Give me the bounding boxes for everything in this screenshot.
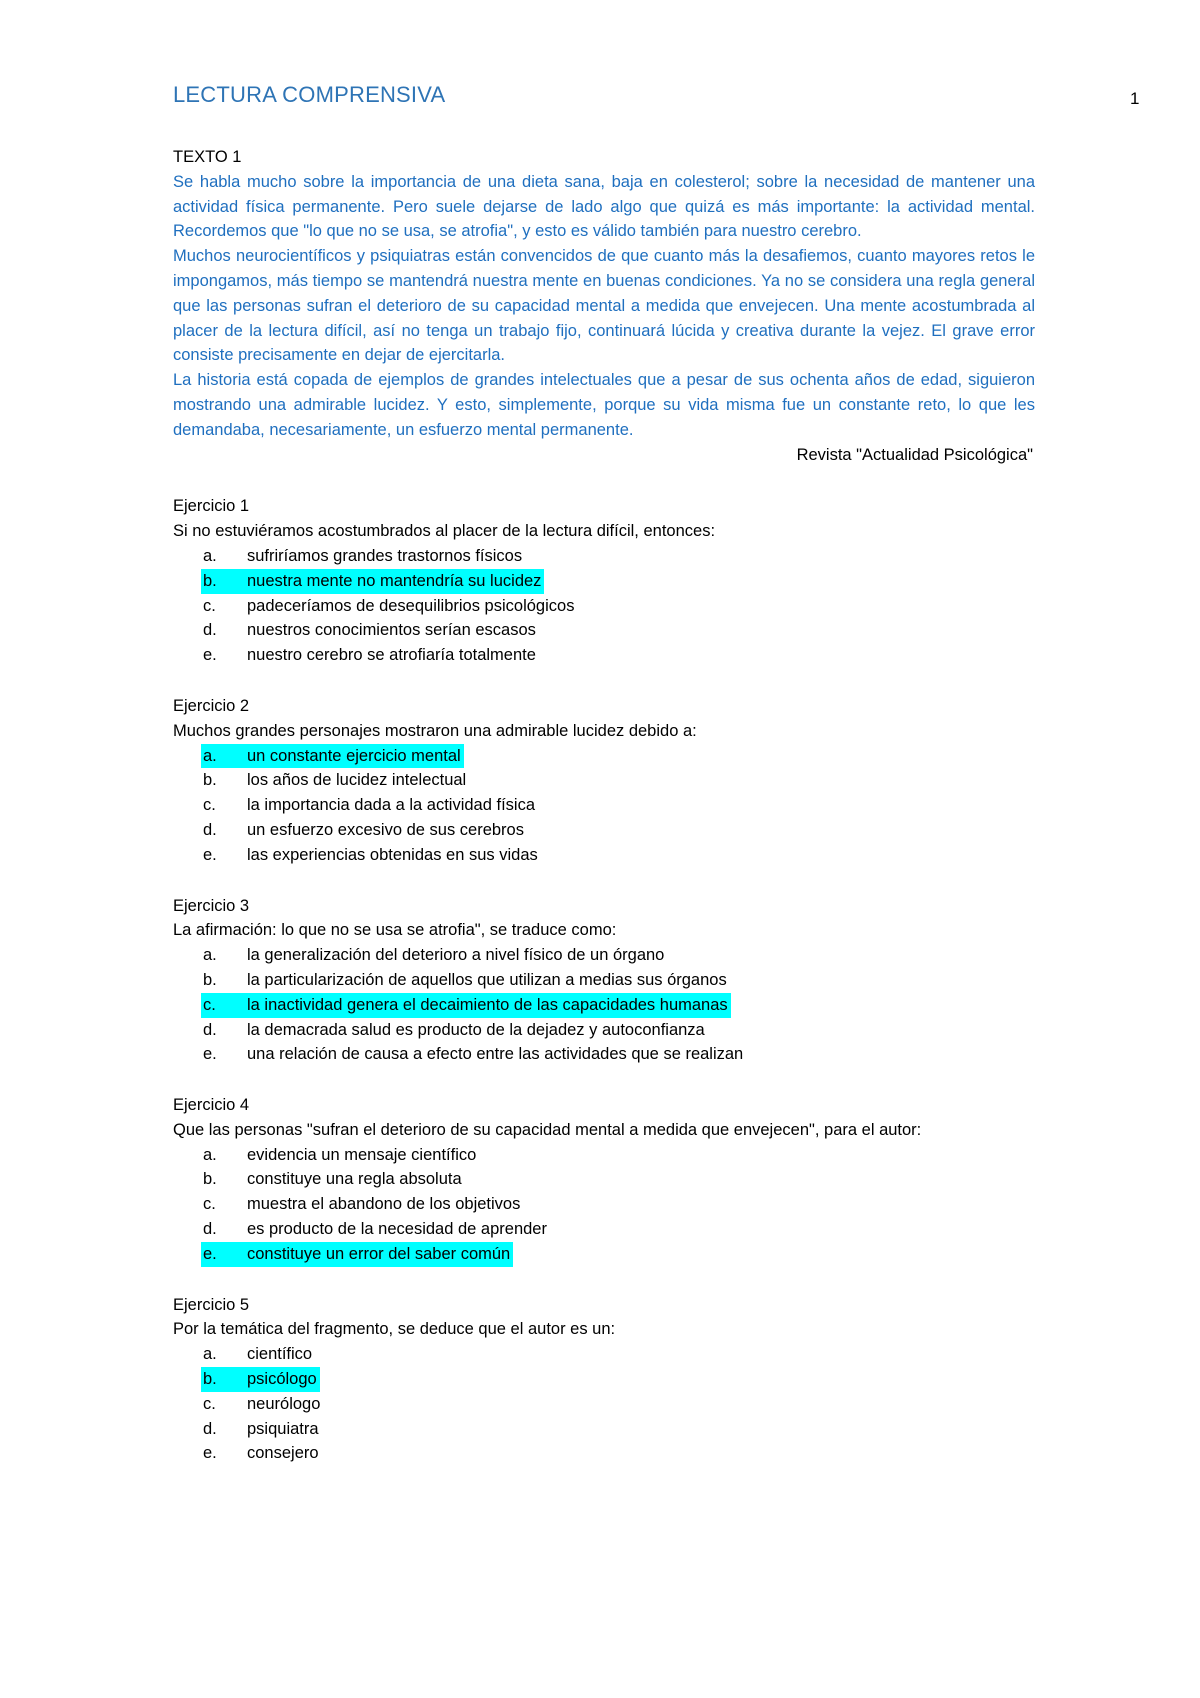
option-content <box>201 569 544 594</box>
option-text: nuestros conocimientos serían escasos <box>247 621 536 640</box>
exercise-question: Por la temática del fragmento, se deduce que el autor es un: <box>173 1320 616 1339</box>
option-item-highlighted <box>173 993 1035 1018</box>
option-item <box>173 544 1035 569</box>
option-letter: d. <box>203 1020 217 1039</box>
exercise-title: Ejercicio 1 <box>173 497 250 516</box>
option-letter: a. <box>203 946 217 965</box>
option-text: psicólogo <box>247 1370 317 1389</box>
option-item <box>173 793 1035 818</box>
option-text: la inactividad genera el decaimiento de las capacidades humanas <box>247 995 728 1014</box>
option-content <box>203 968 730 993</box>
option-text: muestra el abandono de los objetivos <box>247 1195 521 1214</box>
option-content <box>201 1242 513 1267</box>
option-letter: c. <box>203 1195 216 1214</box>
option-item <box>173 843 1035 868</box>
exercise-title: Ejercicio 5 <box>173 1295 250 1314</box>
option-item <box>173 1192 1035 1217</box>
option-content <box>203 943 667 968</box>
option-letter: d. <box>203 820 217 839</box>
document-body <box>173 145 1035 1466</box>
exercise-question: Si no estuviéramos acostumbrados al placer de la lectura difícil, entonces: <box>173 522 716 541</box>
option-text: las experiencias obtenidas en sus vidas <box>247 845 538 864</box>
options-list <box>173 744 1035 868</box>
option-text: es producto de la necesidad de aprender <box>247 1220 547 1239</box>
option-content <box>203 544 525 569</box>
option-content <box>203 1392 323 1417</box>
option-content <box>203 1441 322 1466</box>
option-letter: a. <box>203 746 217 765</box>
option-text: nuestro cerebro se atrofiaría totalmente <box>247 646 536 665</box>
option-item <box>173 1392 1035 1417</box>
option-letter: d. <box>203 621 217 640</box>
option-letter: b. <box>203 1370 217 1389</box>
option-item-highlighted <box>173 1367 1035 1392</box>
option-content <box>203 768 469 793</box>
option-letter: b. <box>203 571 217 590</box>
option-item <box>173 968 1035 993</box>
option-letter: a. <box>203 546 217 565</box>
option-text: consejero <box>247 1444 319 1463</box>
exercise-1 <box>173 494 1035 668</box>
option-letter: a. <box>203 1145 217 1164</box>
option-item <box>173 1441 1035 1466</box>
option-content <box>203 1192 523 1217</box>
option-content <box>203 1342 315 1367</box>
option-content <box>203 1217 550 1242</box>
option-text: un esfuerzo excesivo de sus cerebros <box>247 820 524 839</box>
option-letter: e. <box>203 1244 217 1263</box>
exercise-question: La afirmación: lo que no se usa se atrofia", se traduce como: <box>173 921 617 940</box>
exercise-5 <box>173 1293 1035 1467</box>
option-item <box>173 1342 1035 1367</box>
option-item <box>173 1018 1035 1043</box>
option-letter: c. <box>203 995 216 1014</box>
option-text: constituye una regla absoluta <box>247 1170 462 1189</box>
option-text: los años de lucidez intelectual <box>247 771 467 790</box>
option-item <box>173 1042 1035 1067</box>
option-text: científico <box>247 1345 313 1364</box>
option-content <box>203 1167 465 1192</box>
option-letter: d. <box>203 1220 217 1239</box>
text-paragraph-1: Se habla mucho sobre la importancia de una dieta sana, baja en colesterol; sobre la necesidad de mantener una actividad física permanente. Pero suele dejarse de lado algo que quizá es más importante: la actividad mental. Recordemos que "lo que no se usa, se atrofia", y esto es válido también para nuestro cerebro. <box>173 172 1035 241</box>
options-list <box>173 544 1035 668</box>
option-letter: a. <box>203 1345 217 1364</box>
option-content <box>201 993 731 1018</box>
option-letter: c. <box>203 596 216 615</box>
text-heading: TEXTO 1 <box>173 148 242 166</box>
text-source: Revista "Actualidad Psicológica" <box>796 445 1033 464</box>
exercise-2 <box>173 694 1035 868</box>
option-letter: e. <box>203 845 217 864</box>
option-letter: b. <box>203 970 217 989</box>
option-item-highlighted <box>173 569 1035 594</box>
option-content <box>203 843 541 868</box>
option-item <box>173 643 1035 668</box>
options-list <box>173 1342 1035 1466</box>
option-item <box>173 1167 1035 1192</box>
option-letter: e. <box>203 1444 217 1463</box>
option-text: neurólogo <box>247 1394 321 1413</box>
exercises-section <box>173 494 1035 1466</box>
option-letter: c. <box>203 796 216 815</box>
option-item-highlighted <box>173 1242 1035 1267</box>
exercise-title: Ejercicio 3 <box>173 896 250 915</box>
option-text: evidencia un mensaje científico <box>247 1145 477 1164</box>
option-text: constituye un error del saber común <box>247 1244 511 1263</box>
option-item <box>173 618 1035 643</box>
exercise-3 <box>173 894 1035 1068</box>
option-letter: b. <box>203 1170 217 1189</box>
option-text: la importancia dada a la actividad física <box>247 796 535 815</box>
option-text: sufriríamos grandes trastornos físicos <box>247 546 523 565</box>
option-text: una relación de causa a efecto entre las actividades que se realizan <box>247 1045 744 1064</box>
option-content <box>201 744 464 769</box>
option-item <box>173 1143 1035 1168</box>
page-number: 1 <box>1130 89 1140 108</box>
text-paragraph-3: La historia está copada de ejemplos de grandes intelectuales que a pesar de sus ochenta años de edad, siguieron mostrando una admirable lucidez. Y esto, simplemente, porque su vida misma fue un constante reto, lo que les demandaba, necesariamente, un esfuerzo mental permanente. <box>173 371 1035 439</box>
option-item <box>173 594 1035 619</box>
option-item <box>173 1417 1035 1442</box>
option-text: la generalización del deterioro a nivel físico de un órgano <box>247 946 665 965</box>
option-item <box>173 1217 1035 1242</box>
option-letter: d. <box>203 1419 217 1438</box>
option-text: psiquiatra <box>247 1419 319 1438</box>
option-content <box>203 1042 746 1067</box>
option-content <box>203 618 539 643</box>
option-letter: b. <box>203 771 217 790</box>
exercise-4 <box>173 1093 1035 1267</box>
exercise-title: Ejercicio 2 <box>173 696 250 715</box>
exercise-question: Que las personas "sufran el deterioro de su capacidad mental a medida que envejecen", para el autor: <box>173 1120 922 1139</box>
option-item <box>173 943 1035 968</box>
header-title: LECTURA COMPRENSIVA <box>173 82 446 107</box>
option-content <box>203 793 538 818</box>
option-content <box>203 818 527 843</box>
option-text: nuestra mente no mantendría su lucidez <box>247 571 542 590</box>
option-text: un constante ejercicio mental <box>247 746 461 765</box>
text-paragraph-2: Muchos neurocientíficos y psiquiatras están convencidos de que cuanto más la desafiemos, cuanto mayores retos le impongamos, más tiempo se mantendrá nuestra mente en buenas condiciones. Ya no se considera una regla general que las personas sufran el deterioro de su capacidad mental a medida que envejecen. Una mente acostumbrada al placer de la lectura difícil, así no tenga un trabajo fijo, continuará lúcida y creativa durante la vejez. El grave error consiste precisamente en dejar de ejercitarla. <box>173 247 1035 365</box>
option-content <box>203 1143 479 1168</box>
option-content <box>203 1018 708 1043</box>
options-list <box>173 1143 1035 1267</box>
option-letter: e. <box>203 646 217 665</box>
option-text: padeceríamos de desequilibrios psicológicos <box>247 596 575 615</box>
exercise-title: Ejercicio 4 <box>173 1096 250 1115</box>
option-letter: e. <box>203 1045 217 1064</box>
option-text: la particularización de aquellos que utilizan a medias sus órganos <box>247 970 727 989</box>
option-letter: c. <box>203 1394 216 1413</box>
option-item <box>173 818 1035 843</box>
option-content <box>203 643 539 668</box>
option-item <box>173 768 1035 793</box>
exercise-question: Muchos grandes personajes mostraron una admirable lucidez debido a: <box>173 721 697 740</box>
option-content <box>203 594 577 619</box>
option-content <box>201 1367 320 1392</box>
option-content <box>203 1417 322 1442</box>
option-item-highlighted <box>173 744 1035 769</box>
option-text: la demacrada salud es producto de la dejadez y autoconfianza <box>247 1020 705 1039</box>
options-list <box>173 943 1035 1067</box>
